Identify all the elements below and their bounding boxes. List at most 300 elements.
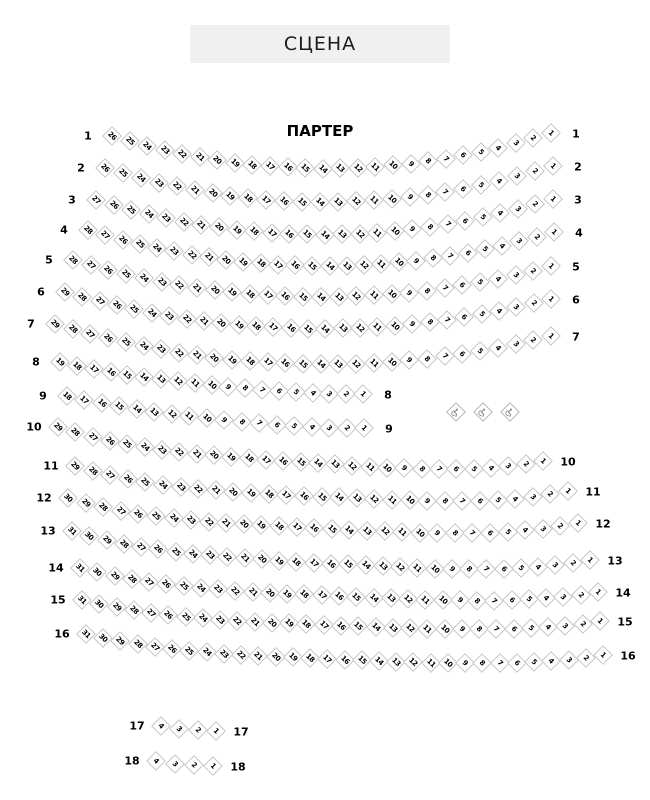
seat[interactable] [559,650,579,670]
seat[interactable] [573,614,593,634]
seat[interactable] [568,513,588,533]
seat[interactable] [343,456,363,476]
seat[interactable] [194,311,214,331]
seat[interactable] [107,295,127,315]
seat[interactable] [152,272,172,292]
seat[interactable] [524,128,544,148]
seat[interactable] [541,651,561,671]
seat[interactable] [472,654,492,674]
seat[interactable] [402,314,422,334]
seat[interactable] [139,204,159,224]
seat[interactable] [57,386,77,406]
seat[interactable] [100,431,120,451]
seat[interactable] [125,299,145,319]
seat[interactable] [78,220,98,240]
seat[interactable] [225,581,245,601]
seat[interactable] [121,200,141,220]
seat[interactable] [507,167,527,187]
wheelchair-seat[interactable] [446,402,466,422]
seat[interactable] [536,588,556,608]
seat[interactable] [543,189,563,209]
seat[interactable] [239,448,259,468]
seat[interactable] [435,278,455,298]
seat[interactable] [471,142,491,162]
seat[interactable] [317,649,337,669]
seat[interactable] [187,345,207,365]
seat[interactable] [346,286,366,306]
seat[interactable] [113,163,133,183]
seat[interactable] [488,338,508,358]
seat[interactable] [70,558,90,578]
seat[interactable] [97,530,117,550]
seat[interactable] [181,510,201,530]
seat[interactable] [168,371,188,391]
seat[interactable] [83,427,103,447]
seat[interactable] [402,219,422,239]
seat[interactable] [484,591,504,611]
seat[interactable] [541,123,561,143]
seat[interactable] [524,293,544,313]
seat[interactable] [188,720,208,740]
seat[interactable] [437,310,457,330]
seat[interactable] [164,508,184,528]
seat[interactable] [580,550,600,570]
seat[interactable] [95,225,115,245]
seat[interactable] [139,572,159,592]
seat[interactable] [315,225,335,245]
seat[interactable] [453,145,473,165]
seat[interactable] [166,542,186,562]
seat[interactable] [144,402,164,422]
seat[interactable] [63,319,83,339]
seat[interactable] [75,390,95,410]
seat[interactable] [372,254,392,274]
seat[interactable] [486,619,506,639]
seat[interactable] [494,559,514,579]
seat[interactable] [418,151,438,171]
seat[interactable] [174,576,194,596]
seat[interactable] [541,289,561,309]
seat[interactable] [523,487,543,507]
seat[interactable] [172,144,192,164]
seat[interactable] [454,307,474,327]
seat[interactable] [556,616,576,636]
seat[interactable] [364,190,384,210]
seat[interactable] [525,162,545,182]
seat[interactable] [571,585,591,605]
seat[interactable] [151,340,171,360]
seat[interactable] [134,268,154,288]
seat[interactable] [519,589,539,609]
seat[interactable] [294,486,314,506]
seat[interactable] [490,203,510,223]
seat[interactable] [244,221,264,241]
seat[interactable] [177,309,197,329]
seat[interactable] [455,211,475,231]
seat[interactable] [84,359,104,379]
seat[interactable] [134,336,154,356]
seat[interactable] [142,303,162,323]
seat[interactable] [55,282,75,302]
seat[interactable] [167,177,187,197]
seat[interactable] [293,354,313,374]
seat[interactable] [169,719,189,739]
seat[interactable] [438,214,458,234]
seat[interactable] [399,283,419,303]
seat[interactable] [238,188,258,208]
seat[interactable] [382,284,402,304]
seat[interactable] [507,653,527,673]
seat[interactable] [353,384,373,404]
seat[interactable] [533,519,553,539]
seat[interactable] [147,238,167,258]
seat[interactable] [546,555,566,575]
seat[interactable] [489,171,509,191]
seat[interactable] [114,534,134,554]
seat[interactable] [406,251,426,271]
seat[interactable] [470,341,490,361]
seat[interactable] [104,195,124,215]
seat[interactable] [214,410,234,430]
seat[interactable] [118,469,138,489]
seat[interactable] [441,246,461,266]
seat[interactable] [89,594,109,614]
seat[interactable] [251,253,271,273]
seat[interactable] [63,250,83,270]
seat[interactable] [185,373,205,393]
seat[interactable] [206,480,226,500]
seat[interactable] [436,149,456,169]
seat[interactable] [155,140,175,160]
seat[interactable] [332,224,352,244]
seat[interactable] [45,314,65,334]
seat[interactable] [480,523,500,543]
seat[interactable] [287,552,307,572]
seat[interactable] [156,208,176,228]
seat[interactable] [470,272,490,292]
seat[interactable] [182,245,202,265]
seat[interactable] [233,252,253,272]
seat[interactable] [276,485,296,505]
seat[interactable] [184,755,204,775]
seat[interactable] [192,215,212,235]
seat[interactable] [162,404,182,424]
seat[interactable] [423,248,443,268]
seat[interactable] [593,645,613,665]
seat[interactable] [99,260,119,280]
seat[interactable] [354,255,374,275]
seat[interactable] [169,275,189,295]
seat[interactable] [100,465,120,485]
seat[interactable] [274,191,294,211]
seat[interactable] [526,194,546,214]
seat[interactable] [364,353,384,373]
seat[interactable] [453,276,473,296]
seat[interactable] [538,617,558,637]
seat[interactable] [67,356,87,376]
seat[interactable] [488,138,508,158]
seat[interactable] [58,488,78,508]
seat[interactable] [117,434,137,454]
seat[interactable] [473,207,493,227]
seat[interactable] [93,628,113,648]
seat[interactable] [203,756,223,776]
seat[interactable] [206,721,226,741]
seat[interactable] [506,297,526,317]
seat[interactable] [152,440,172,460]
seat[interactable] [128,504,148,524]
seat[interactable] [76,624,96,644]
seat[interactable] [222,282,242,302]
seat[interactable] [470,491,490,511]
seat[interactable] [533,451,553,471]
seat[interactable] [207,150,227,170]
seat[interactable] [127,399,147,419]
seat[interactable] [193,608,213,628]
seat[interactable] [224,482,244,502]
seat[interactable] [76,493,96,513]
seat[interactable] [105,566,125,586]
seat[interactable] [65,456,85,476]
seat[interactable] [311,287,331,307]
seat[interactable] [169,343,189,363]
wheelchair-seat[interactable] [473,402,493,422]
seat[interactable] [211,313,231,333]
seat[interactable] [190,147,210,167]
seat[interactable] [120,131,140,151]
seat[interactable] [241,483,261,503]
seat[interactable] [354,418,374,438]
seat[interactable] [346,587,366,607]
seat[interactable] [165,754,185,774]
seat[interactable] [159,306,179,326]
seat[interactable] [249,413,269,433]
seat[interactable] [205,348,225,368]
seat[interactable] [146,751,166,771]
seat[interactable] [90,291,110,311]
seat[interactable] [137,136,157,156]
seat[interactable] [101,362,121,382]
seat[interactable] [221,447,241,467]
seat[interactable] [72,287,92,307]
seat[interactable] [365,157,385,177]
seat[interactable] [420,217,440,237]
seat[interactable] [310,192,330,212]
seat[interactable] [346,191,366,211]
seat[interactable] [364,286,384,306]
seat[interactable] [130,234,150,254]
seat[interactable] [136,472,156,492]
seat[interactable] [436,182,456,202]
seat[interactable] [48,417,68,437]
seat[interactable] [124,600,144,620]
seat[interactable] [516,454,536,474]
seat[interactable] [498,456,518,476]
seat[interactable] [216,250,236,270]
seat[interactable] [502,590,522,610]
seat[interactable] [523,330,543,350]
seat[interactable] [551,516,571,536]
seat[interactable] [544,222,564,242]
seat[interactable] [135,437,155,457]
seat[interactable] [523,261,543,281]
seat[interactable] [174,212,194,232]
seat[interactable] [148,540,168,560]
seat[interactable] [83,461,103,481]
seat[interactable] [558,481,578,501]
seat[interactable] [506,334,526,354]
seat[interactable] [418,185,438,205]
seat[interactable] [162,639,182,659]
seat[interactable] [510,232,530,252]
seat[interactable] [221,186,241,206]
seat[interactable] [50,352,70,372]
seat[interactable] [107,597,127,617]
seat[interactable] [350,224,370,244]
seat[interactable] [524,652,544,672]
seat[interactable] [504,619,524,639]
seat[interactable] [563,553,583,573]
seat[interactable] [488,269,508,289]
seat[interactable] [511,558,531,578]
seat[interactable] [588,582,608,602]
seat[interactable] [382,490,402,510]
seat[interactable] [128,634,148,654]
seat[interactable] [401,154,421,174]
seat[interactable] [417,349,437,369]
seat[interactable] [146,506,166,526]
seat[interactable] [506,265,526,285]
seat[interactable] [98,328,118,348]
seat[interactable] [156,574,176,594]
seat[interactable] [505,489,525,509]
seat[interactable] [185,180,205,200]
seat[interactable] [521,618,541,638]
seat[interactable] [256,190,276,210]
seat[interactable] [471,175,491,195]
seat[interactable] [492,236,512,256]
seat[interactable] [243,155,263,175]
seat[interactable] [540,484,560,504]
seat[interactable] [111,501,131,521]
seat[interactable] [383,156,403,176]
seat[interactable] [420,312,440,332]
seat[interactable] [158,605,178,625]
seat[interactable] [111,631,131,651]
seat[interactable] [164,242,184,262]
seat[interactable] [225,153,245,173]
seat[interactable] [131,168,151,188]
seat[interactable] [110,396,130,416]
seat[interactable] [464,459,484,479]
seat[interactable] [475,239,495,259]
seat[interactable] [453,179,473,199]
seat[interactable] [131,537,151,557]
seat[interactable] [117,365,137,385]
seat[interactable] [65,422,85,442]
seat[interactable] [498,522,518,542]
seat[interactable] [122,569,142,589]
seat[interactable] [248,646,268,666]
seat[interactable] [188,479,208,499]
seat[interactable] [329,287,349,307]
seat[interactable] [86,190,106,210]
seat[interactable] [541,326,561,346]
seat[interactable] [240,284,260,304]
seat[interactable] [284,416,304,436]
seat[interactable] [368,317,388,337]
seat[interactable] [134,367,154,387]
seat[interactable] [543,156,563,176]
seat[interactable] [227,611,247,631]
seat[interactable] [330,158,350,178]
seat[interactable] [389,253,409,273]
seat[interactable] [187,278,207,298]
seat[interactable] [458,243,478,263]
seat[interactable] [508,199,528,219]
seat[interactable] [149,173,169,193]
seat[interactable] [116,264,136,284]
seat[interactable] [400,187,420,207]
seat[interactable] [197,642,217,662]
seat[interactable] [315,319,335,339]
seat[interactable] [102,126,122,146]
seat[interactable] [81,255,101,275]
seat[interactable] [205,280,225,300]
seat[interactable] [481,458,501,478]
seat[interactable] [506,133,526,153]
seat[interactable] [273,451,293,471]
seat[interactable] [489,301,509,321]
seat[interactable] [554,587,574,607]
seat[interactable] [81,324,101,344]
seat[interactable] [87,562,107,582]
seat[interactable] [93,497,113,517]
seat[interactable] [92,393,112,413]
seat[interactable] [385,316,405,336]
seat[interactable] [382,352,402,372]
seat[interactable] [222,350,242,370]
seat[interactable] [488,490,508,510]
seat[interactable] [328,192,348,212]
seat[interactable] [541,256,561,276]
seat[interactable] [528,557,548,577]
seat[interactable] [399,350,419,370]
seat[interactable] [590,611,610,631]
seat[interactable] [576,648,596,668]
seat[interactable] [169,442,189,462]
seat[interactable] [515,521,535,541]
seat[interactable] [62,521,82,541]
seat[interactable] [72,590,92,610]
wheelchair-seat[interactable] [500,402,520,422]
seat[interactable] [472,304,492,324]
seat[interactable] [453,344,473,364]
seat[interactable] [179,641,199,661]
seat[interactable] [382,189,402,209]
seat[interactable] [151,716,171,736]
seat[interactable] [116,332,136,352]
seat[interactable] [346,354,366,374]
seat[interactable] [145,637,165,657]
seat[interactable] [171,477,191,497]
seat[interactable] [199,247,219,267]
seat[interactable] [227,220,247,240]
seat[interactable] [435,346,455,366]
seat[interactable] [95,158,115,178]
seat[interactable] [203,183,223,203]
seat[interactable] [209,217,229,237]
